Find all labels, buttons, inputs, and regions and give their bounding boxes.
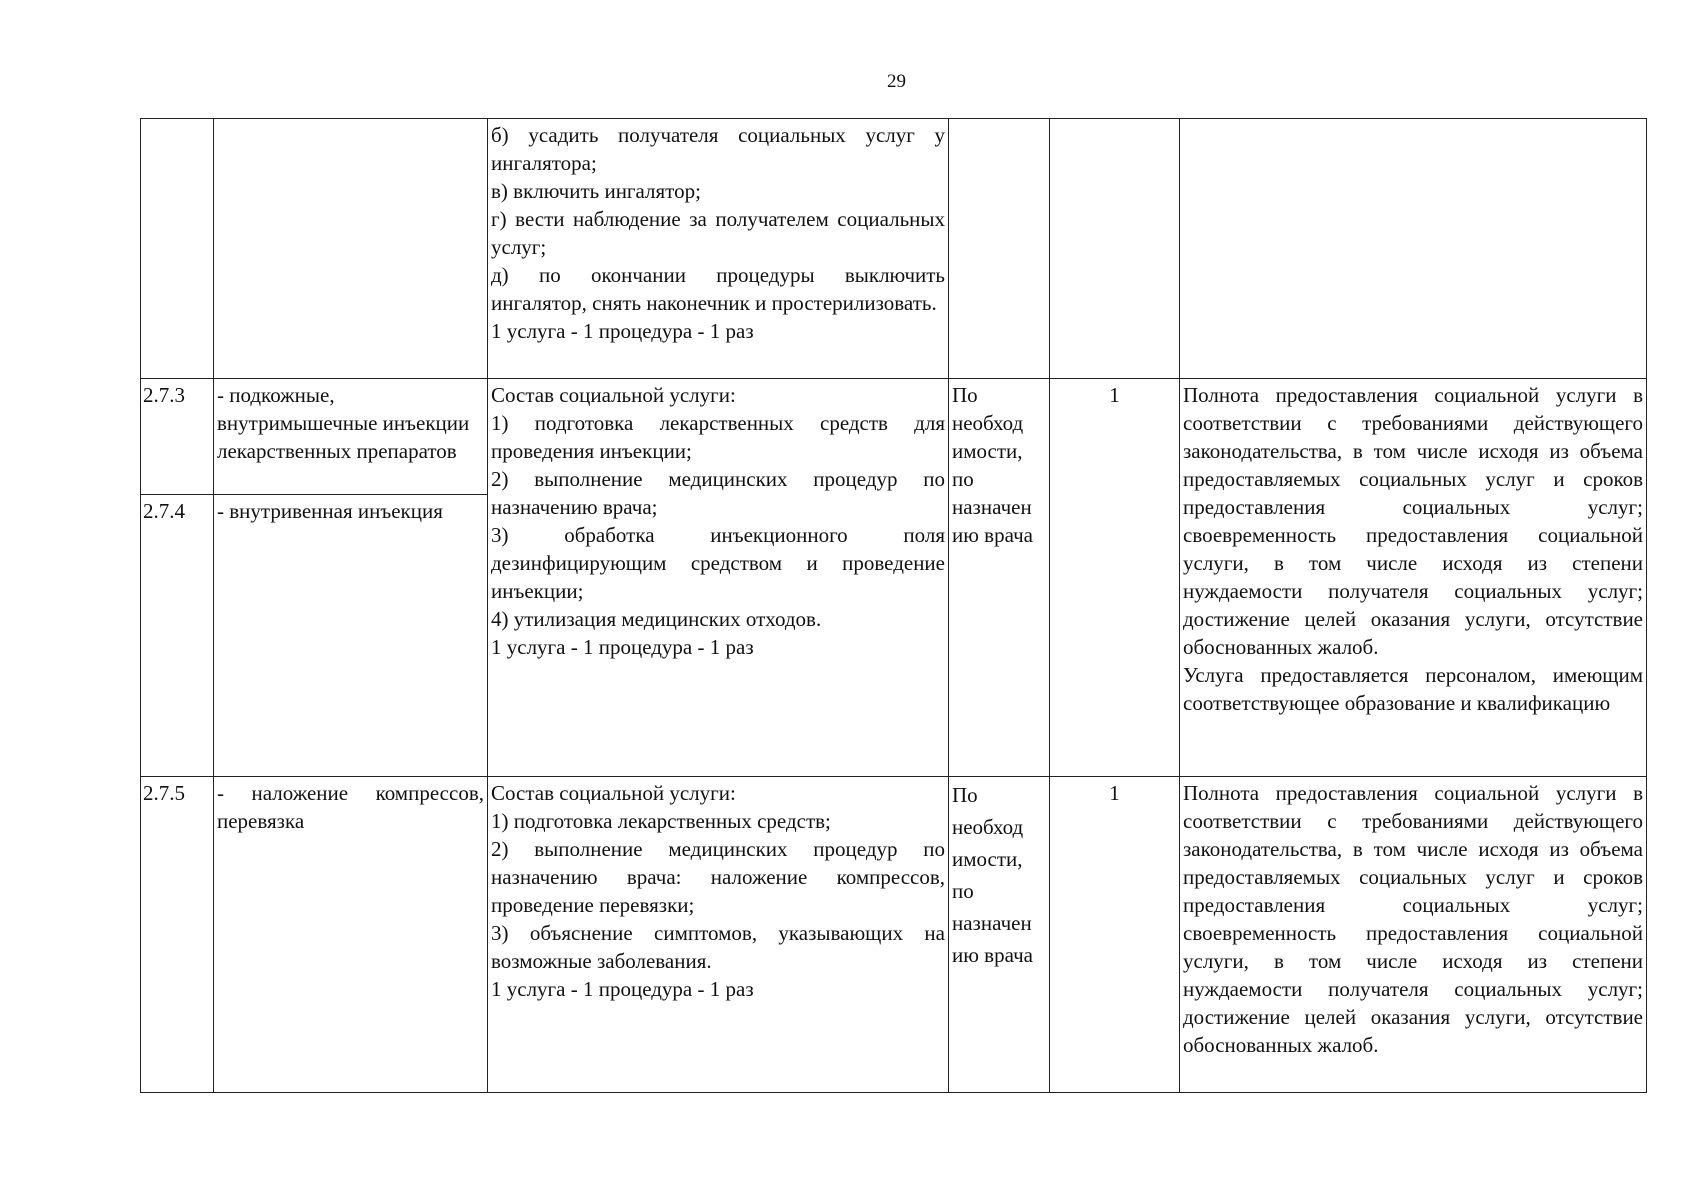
cell-number: 2.7.4	[141, 495, 214, 777]
table-row-continuation	[141, 119, 1647, 379]
page-number: 29	[887, 71, 906, 92]
cell-quantity: 1	[1050, 379, 1180, 777]
cell-name	[214, 119, 488, 379]
cell-number: 2.7.5	[141, 777, 214, 1093]
table-row-2-7-3	[141, 379, 1647, 495]
content-line: 4) утилизация медицинских отходов.	[491, 607, 822, 631]
term-line: необход	[952, 815, 1024, 839]
content-line: Состав социальной услуги:	[491, 383, 736, 407]
content-line: в) включить ингалятор;	[491, 179, 701, 203]
term-line: ию врача	[952, 943, 1033, 967]
cell-quality	[1180, 119, 1647, 379]
table-row-2-7-5	[141, 777, 1647, 1093]
cell-content	[488, 379, 949, 777]
cell-name: - внутривенная инъекция	[214, 495, 488, 777]
cell-name: - наложение компрессов, перевязка	[214, 777, 488, 1093]
term-line: назначен	[952, 911, 1032, 935]
content-line: Состав социальной услуги:	[491, 781, 736, 805]
content-line: 1 услуга - 1 процедура - 1 раз	[491, 635, 754, 659]
cell-quality	[1180, 777, 1647, 1093]
content-line: д) по окончании процедуры выключить ингалятор, снять наконечник и простерилизовать.	[491, 263, 945, 315]
content-line: 2) выполнение медицинских процедур по назначению врача;	[491, 467, 945, 519]
cell-number	[141, 119, 214, 379]
content-line: 1) подготовка лекарственных средств для проведения инъекции;	[491, 411, 945, 463]
content-line: 3) объяснение симптомов, указывающих на возможные заболевания.	[491, 921, 945, 973]
content-line: 1 услуга - 1 процедура - 1 раз	[491, 319, 754, 343]
content-line: 3) обработка инъекционного поля дезинфицирующим средством и проведение инъекции;	[491, 523, 945, 603]
content-line: 2) выполнение медицинских процедур по назначению врача: наложение компрессов, проведение перевязки;	[491, 837, 945, 917]
content-line: г) вести наблюдение за получателем социальных услуг;	[491, 207, 945, 259]
cell-name: - подкожные, внутримышечные инъекции лекарственных препаратов	[214, 379, 488, 495]
term-line: по	[952, 879, 974, 903]
cell-number: 2.7.3	[141, 379, 214, 495]
cell-term	[949, 777, 1050, 1093]
cell-quantity	[1050, 119, 1180, 379]
cell-content	[488, 119, 949, 379]
content-line: 1) подготовка лекарственных средств;	[491, 809, 831, 833]
content-line: 1 услуга - 1 процедура - 1 раз	[491, 977, 754, 1001]
content-line: б) усадить получателя социальных услуг у ингалятора;	[491, 123, 945, 175]
term-line: имости,	[952, 847, 1023, 871]
quality-line: Услуга предоставляется персоналом, имеющим соответствующее образование и квалификацию	[1183, 663, 1643, 715]
services-table	[140, 118, 1647, 1093]
cell-quality	[1180, 379, 1647, 777]
cell-content	[488, 777, 949, 1093]
term-line: По	[952, 783, 978, 807]
cell-quantity: 1	[1050, 777, 1180, 1093]
quality-line: Полнота предоставления социальной услуги в соответствии с требованиями действующего законодательства, в том числе исходя из объема предоставляемых социальных услуг и сроков предоставления социальных услуг; своевременность предоставления социальной услуги, в том числе исходя из степени нуждаемости получателя социальных услуг; достижение целей оказания услуги, отсутствие обоснованных жалоб.	[1183, 383, 1643, 659]
cell-term: По необход имости, по назначен ию врача	[949, 379, 1050, 777]
quality-line: Полнота предоставления социальной услуги в соответствии с требованиями действующего законодательства, в том числе исходя из объема предоставляемых социальных услуг и сроков предоставления социальных услуг; своевременность предоставления социальной услуги, в том числе исходя из степени нуждаемости получателя социальных услуг; достижение целей оказания услуги, отсутствие обоснованных жалоб.	[1183, 781, 1643, 1057]
cell-term	[949, 119, 1050, 379]
